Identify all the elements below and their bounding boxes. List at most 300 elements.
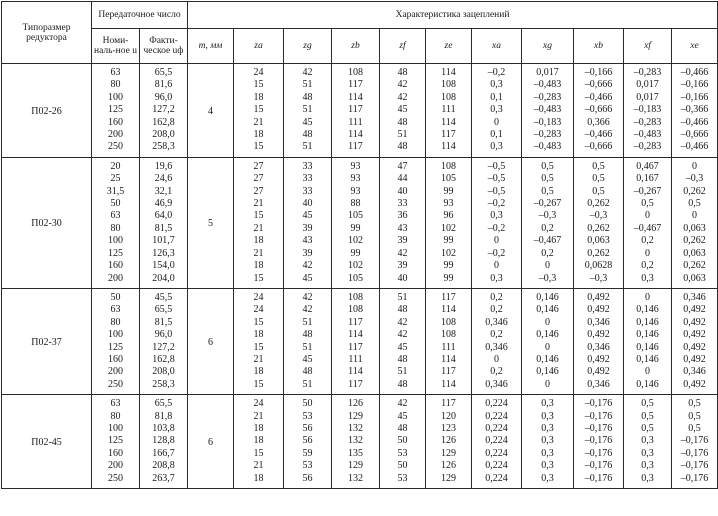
ze-cell: 114	[426, 117, 472, 129]
zg-cell: 42	[284, 260, 332, 272]
ze-cell: 108	[426, 157, 472, 173]
xb-cell: 0,492	[574, 366, 624, 378]
actual-ratio-cell: 127,2	[140, 104, 188, 116]
table-row	[2, 288, 718, 304]
xg-cell: –0,183	[522, 117, 574, 129]
zg-cell: 56	[284, 435, 332, 447]
ze-cell: 99	[426, 186, 472, 198]
xf-cell: 0	[624, 248, 672, 260]
zg-cell: 43	[284, 235, 332, 247]
xb-cell: 0,5	[574, 173, 624, 185]
za-cell: 15	[234, 379, 284, 395]
zf-cell: 42	[380, 248, 426, 260]
header-actual	[140, 29, 188, 64]
ze-cell: 129	[426, 448, 472, 460]
xb-cell: 0,492	[574, 329, 624, 341]
xb-cell: 0,492	[574, 288, 624, 304]
xb-cell: –0,666	[574, 141, 624, 157]
xg-cell: 0,146	[522, 354, 574, 366]
zg-cell: 42	[284, 288, 332, 304]
xg-cell: –0,3	[522, 210, 574, 222]
table-row	[2, 173, 718, 185]
nominal-ratio-cell: 31,5	[92, 186, 140, 198]
ze-cell: 126	[426, 460, 472, 472]
xb-cell: 0,0628	[574, 260, 624, 272]
za-cell: 21	[234, 460, 284, 472]
actual-ratio-cell: 101,7	[140, 235, 188, 247]
zg-cell: 42	[284, 64, 332, 80]
nominal-ratio-cell: 125	[92, 342, 140, 354]
nominal-ratio-cell: 80	[92, 79, 140, 91]
table-row	[2, 117, 718, 129]
xe-cell: 0,5	[672, 395, 718, 411]
zf-cell: 42	[380, 329, 426, 341]
actual-ratio-cell: 96,0	[140, 329, 188, 341]
zg-cell: 33	[284, 157, 332, 173]
ze-cell: 114	[426, 379, 472, 395]
za-cell: 21	[234, 411, 284, 423]
table-row	[2, 104, 718, 116]
zf-cell: 43	[380, 223, 426, 235]
za-cell: 18	[234, 423, 284, 435]
xg-cell: 0,2	[522, 248, 574, 260]
ze-cell: 99	[426, 273, 472, 289]
table-row	[2, 354, 718, 366]
xa-cell: 0,1	[472, 129, 522, 141]
ze-cell: 108	[426, 92, 472, 104]
zg-cell: 45	[284, 210, 332, 222]
zg-cell: 53	[284, 460, 332, 472]
xa-cell: 0,2	[472, 304, 522, 316]
ze-cell: 120	[426, 411, 472, 423]
nominal-ratio-cell: 200	[92, 366, 140, 378]
nominal-ratio-cell: 100	[92, 235, 140, 247]
table-row	[2, 141, 718, 157]
xa-cell: 0,2	[472, 366, 522, 378]
zg-cell: 48	[284, 366, 332, 378]
zg-cell: 51	[284, 104, 332, 116]
table-body	[2, 64, 718, 489]
zf-cell: 51	[380, 129, 426, 141]
xe-cell: 0,492	[672, 354, 718, 366]
xf-cell: 0,3	[624, 273, 672, 289]
za-cell: 18	[234, 435, 284, 447]
zg-cell: 33	[284, 173, 332, 185]
nominal-ratio-cell: 125	[92, 104, 140, 116]
xg-cell: 0,3	[522, 460, 574, 472]
ze-cell: 108	[426, 79, 472, 91]
xb-cell: 0,262	[574, 198, 624, 210]
nominal-ratio-cell: 200	[92, 273, 140, 289]
zb-cell: 108	[332, 288, 380, 304]
ze-cell: 123	[426, 423, 472, 435]
xg-cell: 0,5	[522, 186, 574, 198]
table-row	[2, 317, 718, 329]
actual-ratio-cell: 162,8	[140, 354, 188, 366]
xe-cell: 0,063	[672, 223, 718, 235]
nominal-ratio-cell: 63	[92, 64, 140, 80]
xa-cell: –0,5	[472, 157, 522, 173]
zb-cell: 111	[332, 354, 380, 366]
zg-cell: 39	[284, 223, 332, 235]
xf-cell: –0,183	[624, 104, 672, 116]
xf-cell: 0,167	[624, 173, 672, 185]
xe-cell: 0,5	[672, 423, 718, 435]
nominal-ratio-cell: 80	[92, 411, 140, 423]
reducer-size-cell: П02-45	[2, 395, 92, 489]
za-cell: 21	[234, 198, 284, 210]
actual-ratio-cell: 81,8	[140, 411, 188, 423]
table-row	[2, 473, 718, 489]
reducer-size-cell: П02-26	[2, 64, 92, 158]
zf-cell: 48	[380, 64, 426, 80]
xe-cell: –0,466	[672, 64, 718, 80]
actual-ratio-cell: 46,9	[140, 198, 188, 210]
zb-cell: 132	[332, 435, 380, 447]
header-nominal-text: Номи-наль-ное u	[94, 36, 137, 56]
nominal-ratio-cell: 80	[92, 317, 140, 329]
zf-cell: 48	[380, 354, 426, 366]
table-row	[2, 235, 718, 247]
za-cell: 18	[234, 260, 284, 272]
zb-cell: 126	[332, 395, 380, 411]
ze-cell: 99	[426, 260, 472, 272]
table-row	[2, 366, 718, 378]
actual-ratio-cell: 81,5	[140, 317, 188, 329]
zf-cell: 45	[380, 104, 426, 116]
zb-cell: 105	[332, 273, 380, 289]
ze-cell: 117	[426, 129, 472, 141]
xa-cell: 0,224	[472, 395, 522, 411]
xg-cell: 0,146	[522, 329, 574, 341]
za-cell: 27	[234, 173, 284, 185]
zg-cell: 48	[284, 329, 332, 341]
xb-cell: –0,176	[574, 435, 624, 447]
xa-cell: 0	[472, 235, 522, 247]
zg-cell: 42	[284, 304, 332, 316]
zb-cell: 99	[332, 223, 380, 235]
xe-cell: –0,176	[672, 460, 718, 472]
zf-cell: 42	[380, 79, 426, 91]
zb-cell: 114	[332, 329, 380, 341]
nominal-ratio-cell: 250	[92, 379, 140, 395]
za-cell: 24	[234, 304, 284, 316]
za-cell: 18	[234, 129, 284, 141]
zf-cell: 40	[380, 273, 426, 289]
zf-cell: 50	[380, 435, 426, 447]
xg-cell: 0	[522, 260, 574, 272]
xe-cell: –0,3	[672, 173, 718, 185]
zb-cell: 129	[332, 411, 380, 423]
xf-cell: –0,283	[624, 117, 672, 129]
xa-cell: 0,224	[472, 435, 522, 447]
zf-cell: 40	[380, 186, 426, 198]
ze-cell: 102	[426, 223, 472, 235]
nominal-ratio-cell: 250	[92, 473, 140, 489]
nominal-ratio-cell: 200	[92, 460, 140, 472]
header-zg: zg	[284, 29, 332, 64]
actual-ratio-cell: 65,5	[140, 395, 188, 411]
xf-cell: 0,467	[624, 157, 672, 173]
header-zb: zb	[332, 29, 380, 64]
xf-cell: 0,3	[624, 435, 672, 447]
za-cell: 27	[234, 157, 284, 173]
xa-cell: 0,3	[472, 141, 522, 157]
nominal-ratio-cell: 50	[92, 198, 140, 210]
actual-ratio-cell: 96,0	[140, 92, 188, 104]
zb-cell: 108	[332, 64, 380, 80]
xa-cell: 0	[472, 260, 522, 272]
zg-cell: 53	[284, 411, 332, 423]
xg-cell: 0,017	[522, 64, 574, 80]
xe-cell: 0,262	[672, 235, 718, 247]
table-row	[2, 186, 718, 198]
zf-cell: 48	[380, 423, 426, 435]
ze-cell: 99	[426, 235, 472, 247]
xf-cell: –0,467	[624, 223, 672, 235]
xe-cell: 0,492	[672, 329, 718, 341]
zf-cell: 48	[380, 117, 426, 129]
xb-cell: 0,492	[574, 304, 624, 316]
xb-cell: 0,492	[574, 354, 624, 366]
xe-cell: 0,346	[672, 366, 718, 378]
zb-cell: 129	[332, 460, 380, 472]
actual-ratio-cell: 208,0	[140, 129, 188, 141]
zf-cell: 48	[380, 141, 426, 157]
table-header	[2, 2, 718, 64]
xf-cell: 0,5	[624, 198, 672, 210]
zb-cell: 117	[332, 379, 380, 395]
xg-cell: 0,146	[522, 304, 574, 316]
actual-ratio-cell: 162,8	[140, 117, 188, 129]
actual-ratio-cell: 65,5	[140, 64, 188, 80]
actual-ratio-cell: 64,0	[140, 210, 188, 222]
nominal-ratio-cell: 160	[92, 117, 140, 129]
xg-cell: 0,3	[522, 473, 574, 489]
xg-cell: 0,3	[522, 423, 574, 435]
zb-cell: 108	[332, 304, 380, 316]
table-row	[2, 273, 718, 289]
xe-cell: –0,666	[672, 129, 718, 141]
zb-cell: 102	[332, 260, 380, 272]
xa-cell: –0,2	[472, 198, 522, 210]
za-cell: 21	[234, 248, 284, 260]
za-cell: 15	[234, 141, 284, 157]
header-xf: xf	[624, 29, 672, 64]
xg-cell: –0,267	[522, 198, 574, 210]
xf-cell: 0	[624, 366, 672, 378]
table-row	[2, 460, 718, 472]
zb-cell: 114	[332, 92, 380, 104]
zb-cell: 117	[332, 104, 380, 116]
za-cell: 18	[234, 235, 284, 247]
actual-ratio-cell: 65,5	[140, 304, 188, 316]
zf-cell: 48	[380, 304, 426, 316]
xf-cell: 0,146	[624, 342, 672, 354]
za-cell: 15	[234, 448, 284, 460]
nominal-ratio-cell: 63	[92, 395, 140, 411]
table-row	[2, 329, 718, 341]
xe-cell: 0,492	[672, 379, 718, 395]
xa-cell: –0,2	[472, 64, 522, 80]
actual-ratio-cell: 263,7	[140, 473, 188, 489]
zb-cell: 117	[332, 141, 380, 157]
xa-cell: 0,224	[472, 423, 522, 435]
module-cell: 4	[188, 64, 234, 158]
xf-cell: 0,146	[624, 304, 672, 316]
xg-cell: 0,3	[522, 411, 574, 423]
xe-cell: 0,262	[672, 186, 718, 198]
header-xe: xe	[672, 29, 718, 64]
xb-cell: –0,176	[574, 423, 624, 435]
nominal-ratio-cell: 125	[92, 435, 140, 447]
zg-cell: 56	[284, 473, 332, 489]
actual-ratio-cell: 208,0	[140, 366, 188, 378]
xf-cell: –0,483	[624, 129, 672, 141]
xb-cell: 0,5	[574, 157, 624, 173]
actual-ratio-cell: 103,8	[140, 423, 188, 435]
zb-cell: 111	[332, 117, 380, 129]
xf-cell: 0,3	[624, 448, 672, 460]
zg-cell: 45	[284, 117, 332, 129]
nominal-ratio-cell: 80	[92, 223, 140, 235]
module-cell: 6	[188, 288, 234, 394]
xa-cell: 0,346	[472, 342, 522, 354]
xf-cell: –0,283	[624, 141, 672, 157]
xg-cell: –0,283	[522, 129, 574, 141]
xb-cell: –0,466	[574, 92, 624, 104]
xb-cell: –0,176	[574, 473, 624, 489]
za-cell: 15	[234, 104, 284, 116]
xb-cell: –0,176	[574, 460, 624, 472]
actual-ratio-cell: 204,0	[140, 273, 188, 289]
xf-cell: 0	[624, 288, 672, 304]
zg-cell: 45	[284, 273, 332, 289]
ze-cell: 114	[426, 354, 472, 366]
xb-cell: –0,666	[574, 104, 624, 116]
zf-cell: 51	[380, 366, 426, 378]
zb-cell: 114	[332, 129, 380, 141]
xf-cell: 0,017	[624, 79, 672, 91]
xa-cell: 0,3	[472, 273, 522, 289]
xa-cell: –0,2	[472, 223, 522, 235]
table-row	[2, 198, 718, 210]
zg-cell: 59	[284, 448, 332, 460]
nominal-ratio-cell: 100	[92, 329, 140, 341]
ze-cell: 96	[426, 210, 472, 222]
zg-cell: 33	[284, 186, 332, 198]
zg-cell: 40	[284, 198, 332, 210]
xg-cell: –0,283	[522, 92, 574, 104]
table-row	[2, 411, 718, 423]
xe-cell: 0,5	[672, 411, 718, 423]
actual-ratio-cell: 24,6	[140, 173, 188, 185]
xf-cell: 0	[624, 210, 672, 222]
header-size: Типоразмер редуктора	[2, 2, 92, 64]
xg-cell: 0,3	[522, 435, 574, 447]
table-row	[2, 248, 718, 260]
zf-cell: 42	[380, 92, 426, 104]
za-cell: 21	[234, 223, 284, 235]
ze-cell: 117	[426, 288, 472, 304]
zb-cell: 117	[332, 342, 380, 354]
actual-ratio-cell: 208,8	[140, 460, 188, 472]
table-row	[2, 157, 718, 173]
xb-cell: 0,063	[574, 235, 624, 247]
xa-cell: 0,2	[472, 288, 522, 304]
nominal-ratio-cell: 63	[92, 210, 140, 222]
zf-cell: 48	[380, 379, 426, 395]
actual-ratio-cell: 154,0	[140, 260, 188, 272]
xe-cell: 0	[672, 157, 718, 173]
gear-mesh-table	[1, 1, 718, 489]
actual-ratio-cell: 166,7	[140, 448, 188, 460]
table-row	[2, 223, 718, 235]
xb-cell: 0,262	[574, 248, 624, 260]
za-cell: 15	[234, 317, 284, 329]
zg-cell: 51	[284, 317, 332, 329]
zf-cell: 45	[380, 342, 426, 354]
xf-cell: 0,5	[624, 395, 672, 411]
xg-cell: –0,467	[522, 235, 574, 247]
xa-cell: 0,224	[472, 448, 522, 460]
xf-cell: 0,2	[624, 235, 672, 247]
module-cell: 6	[188, 395, 234, 489]
zf-cell: 50	[380, 460, 426, 472]
zg-cell: 48	[284, 129, 332, 141]
xf-cell: –0,283	[624, 64, 672, 80]
xb-cell: –0,176	[574, 411, 624, 423]
xa-cell: –0,5	[472, 173, 522, 185]
za-cell: 15	[234, 79, 284, 91]
xg-cell: 0	[522, 317, 574, 329]
xa-cell: –0,5	[472, 186, 522, 198]
actual-ratio-cell: 45,5	[140, 288, 188, 304]
za-cell: 24	[234, 288, 284, 304]
xa-cell: 0,3	[472, 79, 522, 91]
ze-cell: 129	[426, 473, 472, 489]
xg-cell: –0,483	[522, 79, 574, 91]
actual-ratio-cell: 258,3	[140, 141, 188, 157]
table-row	[2, 304, 718, 316]
xa-cell: 0	[472, 354, 522, 366]
zg-cell: 51	[284, 141, 332, 157]
xf-cell: 0,146	[624, 354, 672, 366]
xe-cell: –0,166	[672, 92, 718, 104]
xg-cell: 0,3	[522, 448, 574, 460]
zg-cell: 56	[284, 423, 332, 435]
table-row	[2, 92, 718, 104]
xf-cell: 0,017	[624, 92, 672, 104]
ze-cell: 105	[426, 173, 472, 185]
header-xa: xa	[472, 29, 522, 64]
zf-cell: 36	[380, 210, 426, 222]
xe-cell: –0,176	[672, 435, 718, 447]
xb-cell: 0,262	[574, 223, 624, 235]
ze-cell: 114	[426, 141, 472, 157]
zg-cell: 50	[284, 395, 332, 411]
zb-cell: 99	[332, 248, 380, 260]
zg-cell: 39	[284, 248, 332, 260]
header-zf: zf	[380, 29, 426, 64]
zf-cell: 42	[380, 317, 426, 329]
xe-cell: 0,492	[672, 317, 718, 329]
zb-cell: 132	[332, 423, 380, 435]
zb-cell: 93	[332, 157, 380, 173]
ze-cell: 114	[426, 304, 472, 316]
module-cell: 5	[188, 157, 234, 288]
table-row	[2, 448, 718, 460]
